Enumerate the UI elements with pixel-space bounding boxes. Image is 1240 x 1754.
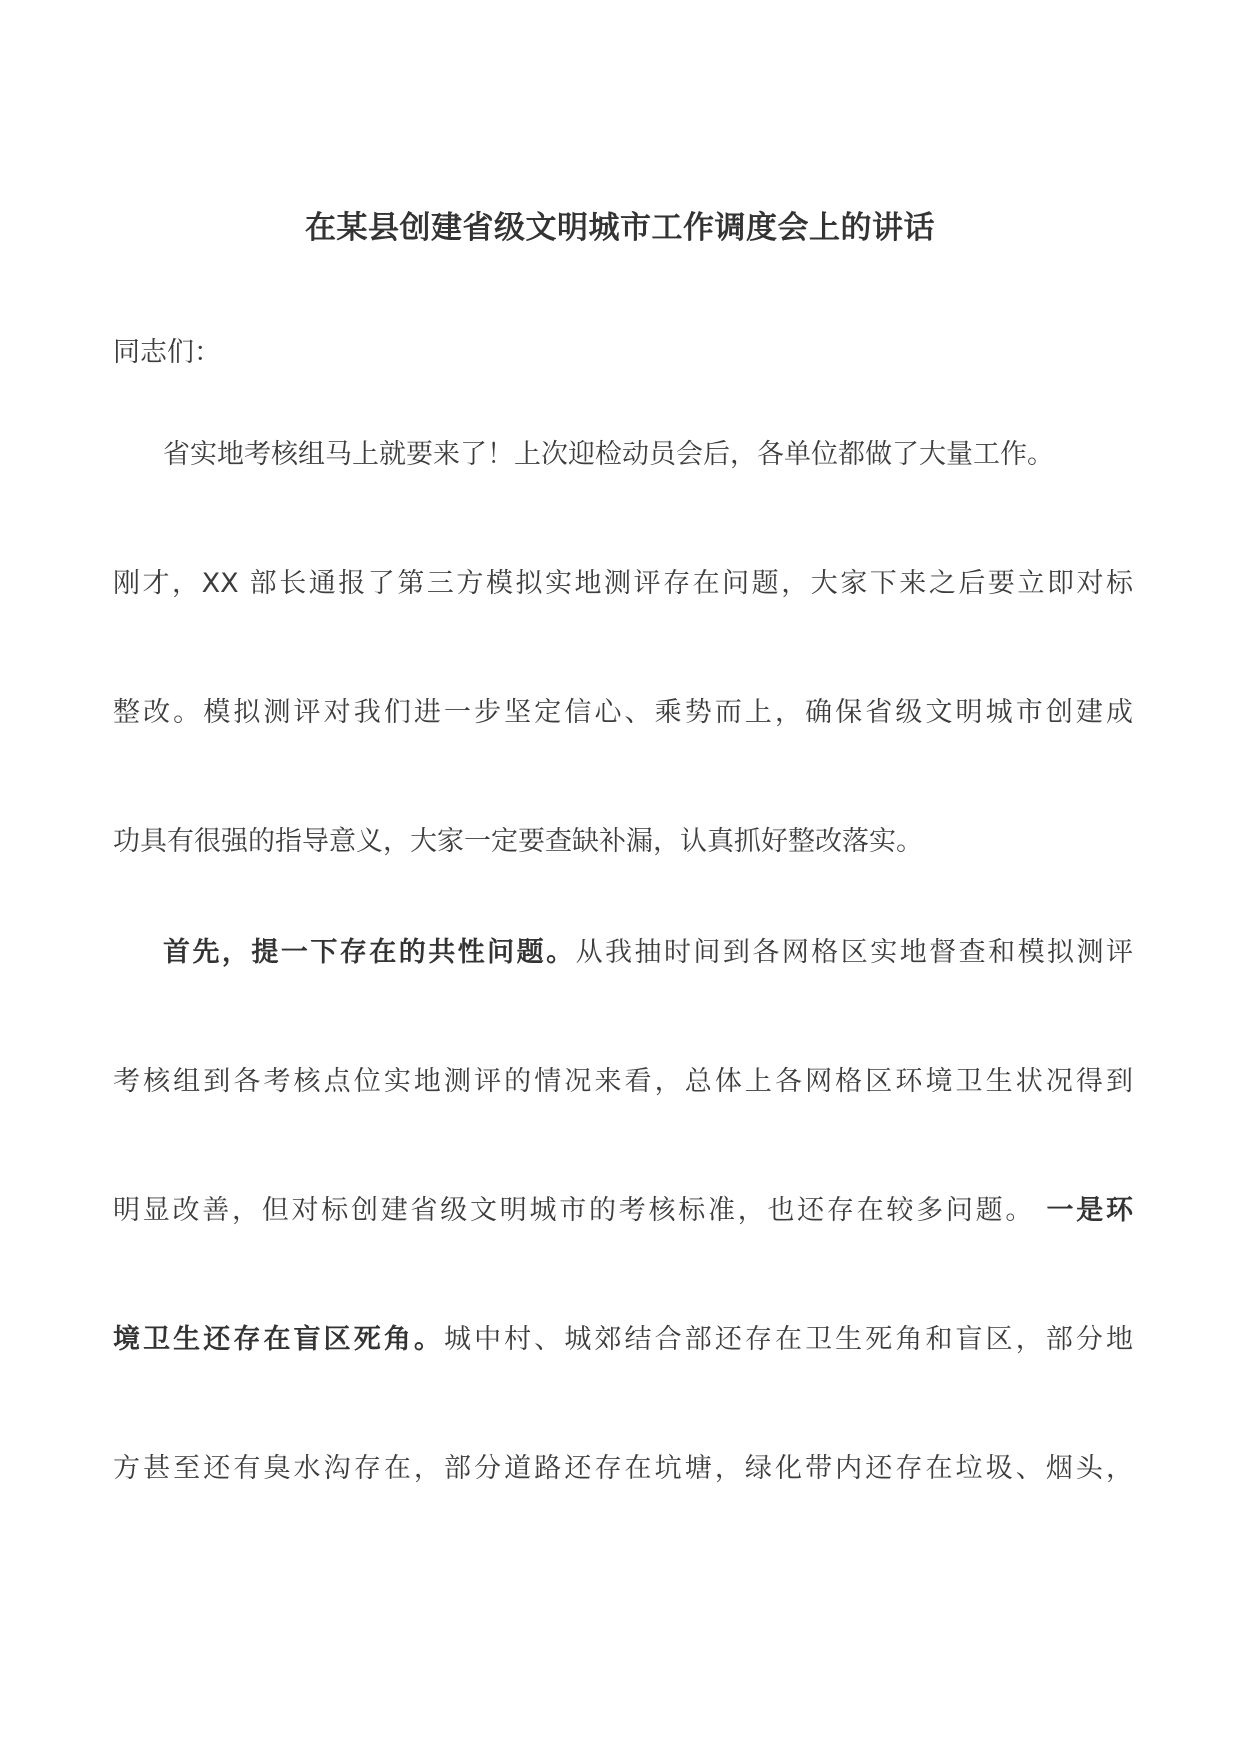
paragraph-line: 功具有很强的指导意义，大家一定要查缺补漏，认真抓好整改落实。 <box>113 826 923 857</box>
paragraph-text: 城中村、城郊结合部还存在卫生死角和盲区，部分地 <box>444 1324 1133 1355</box>
paragraph-line: 省实地考核组马上就要来了！上次迎检动员会后，各单位都做了大量工作。 <box>163 439 1054 470</box>
point-heading: 境卫生还存在盲区死角。 <box>113 1324 444 1355</box>
salutation: 同志们： <box>113 337 221 368</box>
paragraph-line <box>113 1320 1133 1360</box>
paragraph-text: 从我抽时间到各网格区实地督查和模拟测评 <box>575 937 1133 968</box>
paragraph-text: 明显改善，但对标创建省级文明城市的考核标准，也还存在较多问题。 <box>113 1195 1036 1226</box>
point-heading: 一是环 <box>1046 1195 1134 1226</box>
document-title: 在某县创建省级文明城市工作调度会上的讲话 <box>305 210 935 246</box>
section-heading: 首先，提一下存在的共性问题。 <box>163 937 576 968</box>
paragraph-line: 方甚至还有臭水沟存在，部分道路还存在坑塘，绿化带内还存在垃圾、烟头， <box>113 1453 1133 1484</box>
paragraph-line: 刚才，XX 部长通报了第三方模拟实地测评存在问题，大家下来之后要立即对标 <box>113 568 1133 599</box>
paragraph-line <box>113 1191 1133 1231</box>
paragraph-line: 整改。模拟测评对我们进一步坚定信心、乘势而上，确保省级文明城市创建成 <box>113 697 1133 728</box>
paragraph-line: 考核组到各考核点位实地测评的情况来看，总体上各网格区环境卫生状况得到 <box>113 1066 1133 1097</box>
paragraph-line <box>113 933 1133 973</box>
